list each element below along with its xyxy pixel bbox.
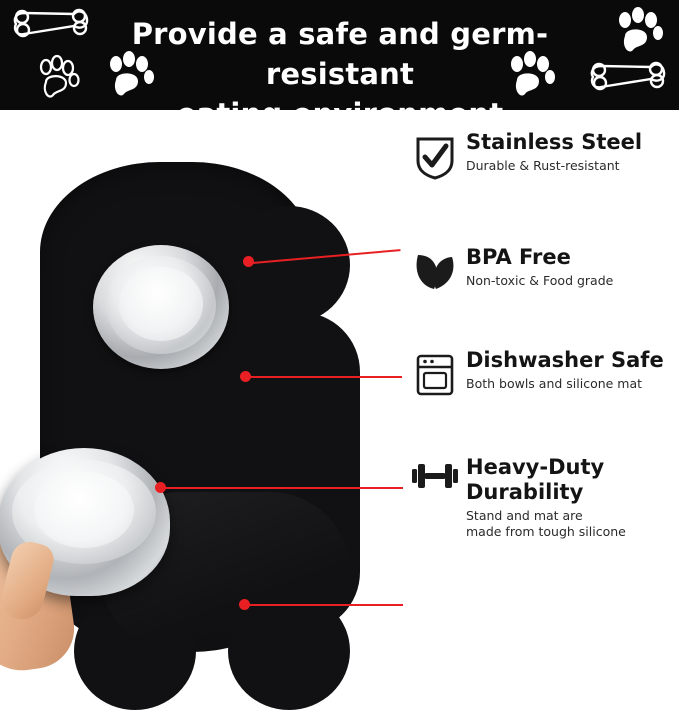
dishwasher-icon	[404, 348, 466, 398]
stainless-bowl-top	[93, 245, 229, 369]
leaf-icon	[404, 245, 466, 293]
leader-line	[249, 604, 403, 606]
dumbbell-icon	[404, 455, 466, 493]
paw-icon	[612, 8, 666, 56]
feature-stainless-steel	[404, 130, 679, 180]
feature-bpa-free	[404, 245, 679, 293]
feature-subtitle: Both bowls and silicone mat	[466, 376, 643, 391]
bowl-base	[34, 472, 134, 548]
product-photo	[0, 110, 400, 656]
banner-headline-line2: eating environment	[176, 97, 504, 131]
banner-headline-line1: Provide a safe and germ-resistant	[131, 17, 549, 91]
header-banner	[0, 0, 679, 131]
feature-text	[466, 348, 679, 392]
leader-line	[250, 376, 402, 378]
feature-list	[404, 110, 679, 656]
feature-subtitle-line2: made from tough silicone	[466, 524, 626, 539]
feature-text	[466, 130, 679, 174]
feature-title: BPA Free	[466, 245, 571, 269]
feature-title-line2: Durability	[466, 480, 584, 504]
feature-title: Dishwasher Safe	[466, 348, 664, 372]
feature-dishwasher-safe	[404, 348, 679, 398]
bowl-base	[119, 267, 203, 341]
feature-text	[466, 455, 679, 540]
checkmark-icon	[404, 130, 466, 180]
feature-title-line1: Heavy-Duty	[466, 455, 605, 479]
feature-subtitle: Durable & Rust-resistant	[466, 158, 620, 173]
feature-heavy-duty-durability	[404, 455, 679, 540]
feature-title: Stainless Steel	[466, 130, 643, 154]
feature-subtitle-line1: Stand and mat are	[466, 508, 583, 523]
feature-subtitle: Non-toxic & Food grade	[466, 273, 614, 288]
leader-line	[165, 487, 403, 489]
feature-text	[466, 245, 679, 289]
